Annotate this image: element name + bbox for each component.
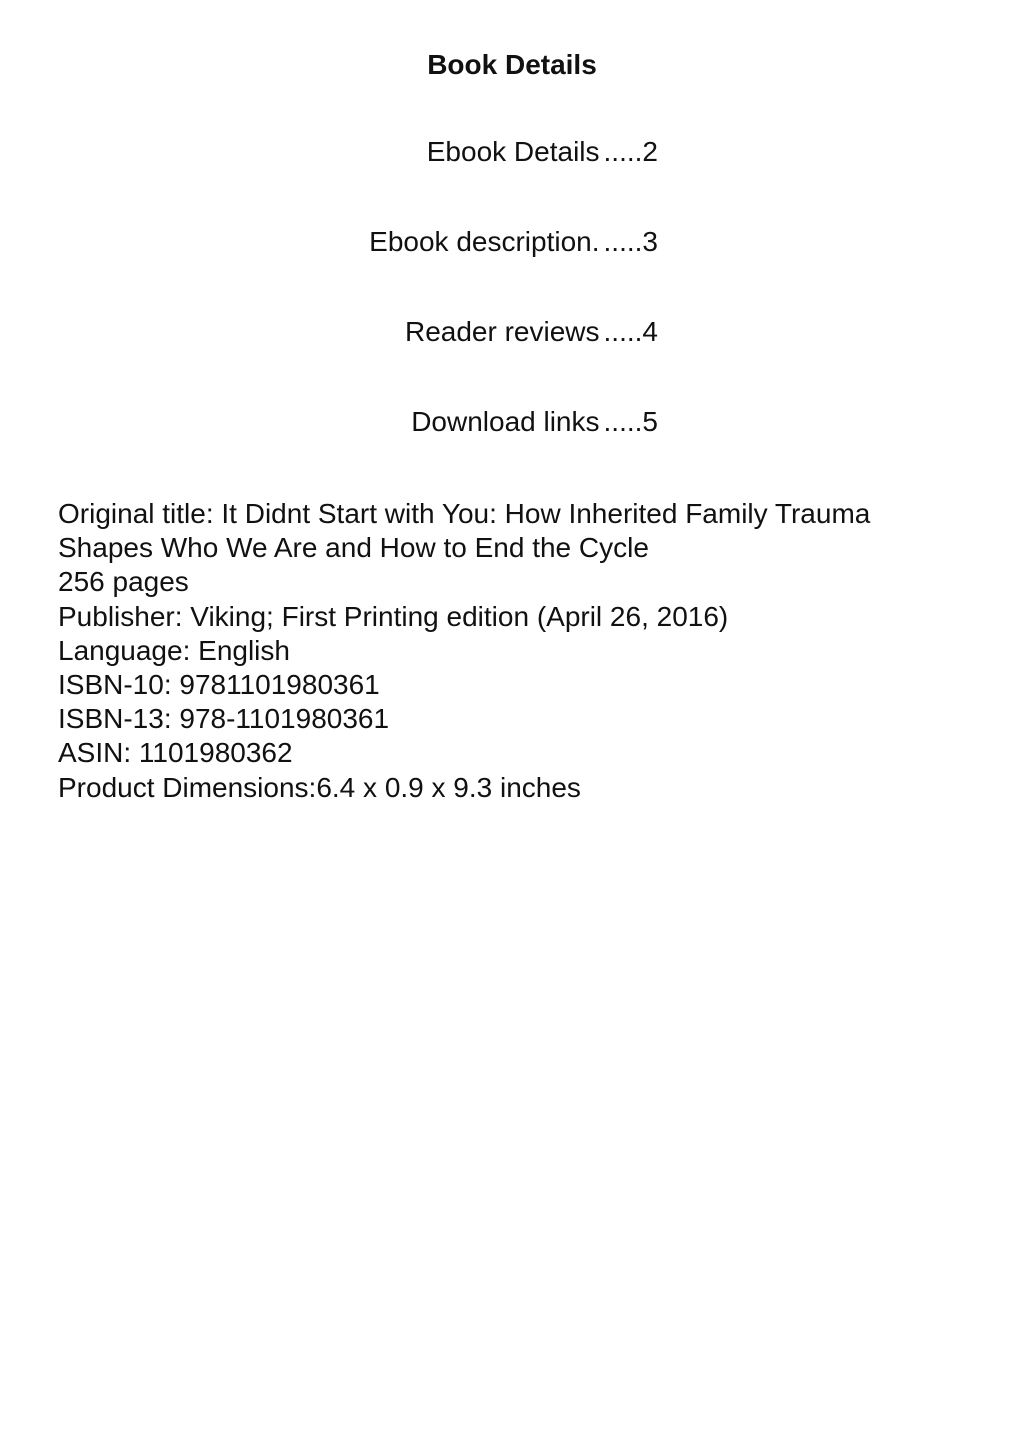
detail-page-count: 256 pages bbox=[58, 566, 189, 598]
detail-isbn-13: ISBN-13: 978-1101980361 bbox=[58, 703, 390, 735]
toc-entry-label: Ebook Details bbox=[426, 136, 600, 167]
toc-entry-page: 4 bbox=[642, 316, 658, 347]
toc-entry-label: Download links bbox=[411, 406, 600, 437]
toc-entry-leader: ..... bbox=[603, 226, 643, 257]
toc-entry-ebook-details[interactable] bbox=[0, 132, 658, 172]
detail-asin: ASIN: 1101980362 bbox=[58, 737, 293, 769]
toc-entry-page: 3 bbox=[642, 226, 658, 257]
toc-entry-download-links[interactable] bbox=[0, 402, 658, 442]
toc-entry-ebook-description[interactable] bbox=[0, 222, 658, 262]
toc-entry-label: Ebook description. bbox=[369, 226, 600, 257]
detail-language: Language: English bbox=[58, 634, 290, 666]
detail-isbn-10: ISBN-10: 9781101980361 bbox=[58, 669, 380, 701]
detail-product-dimensions: Product Dimensions:6.4 x 0.9 x 9.3 inches bbox=[58, 771, 581, 803]
detail-publisher: Publisher: Viking; First Printing edition (April 26, 2016) bbox=[58, 600, 729, 632]
toc-entry-reader-reviews[interactable] bbox=[0, 312, 658, 352]
page-title: Book Details bbox=[427, 49, 597, 80]
toc-entry-leader: ..... bbox=[603, 406, 643, 437]
toc-entry-page: 5 bbox=[642, 406, 658, 437]
book-details bbox=[58, 497, 958, 805]
toc-entry-leader: ..... bbox=[603, 136, 643, 167]
toc-entry-page: 2 bbox=[642, 136, 658, 167]
toc-entry-label: Reader reviews bbox=[404, 316, 600, 347]
detail-original-title-line-2: Shapes Who We Are and How to End the Cycle bbox=[58, 532, 649, 564]
toc-entry-leader: ..... bbox=[603, 316, 643, 347]
detail-original-title-line-1: Original title: It Didnt Start with You: How Inherited Family Trauma bbox=[58, 498, 871, 529]
table-of-contents bbox=[0, 132, 658, 492]
